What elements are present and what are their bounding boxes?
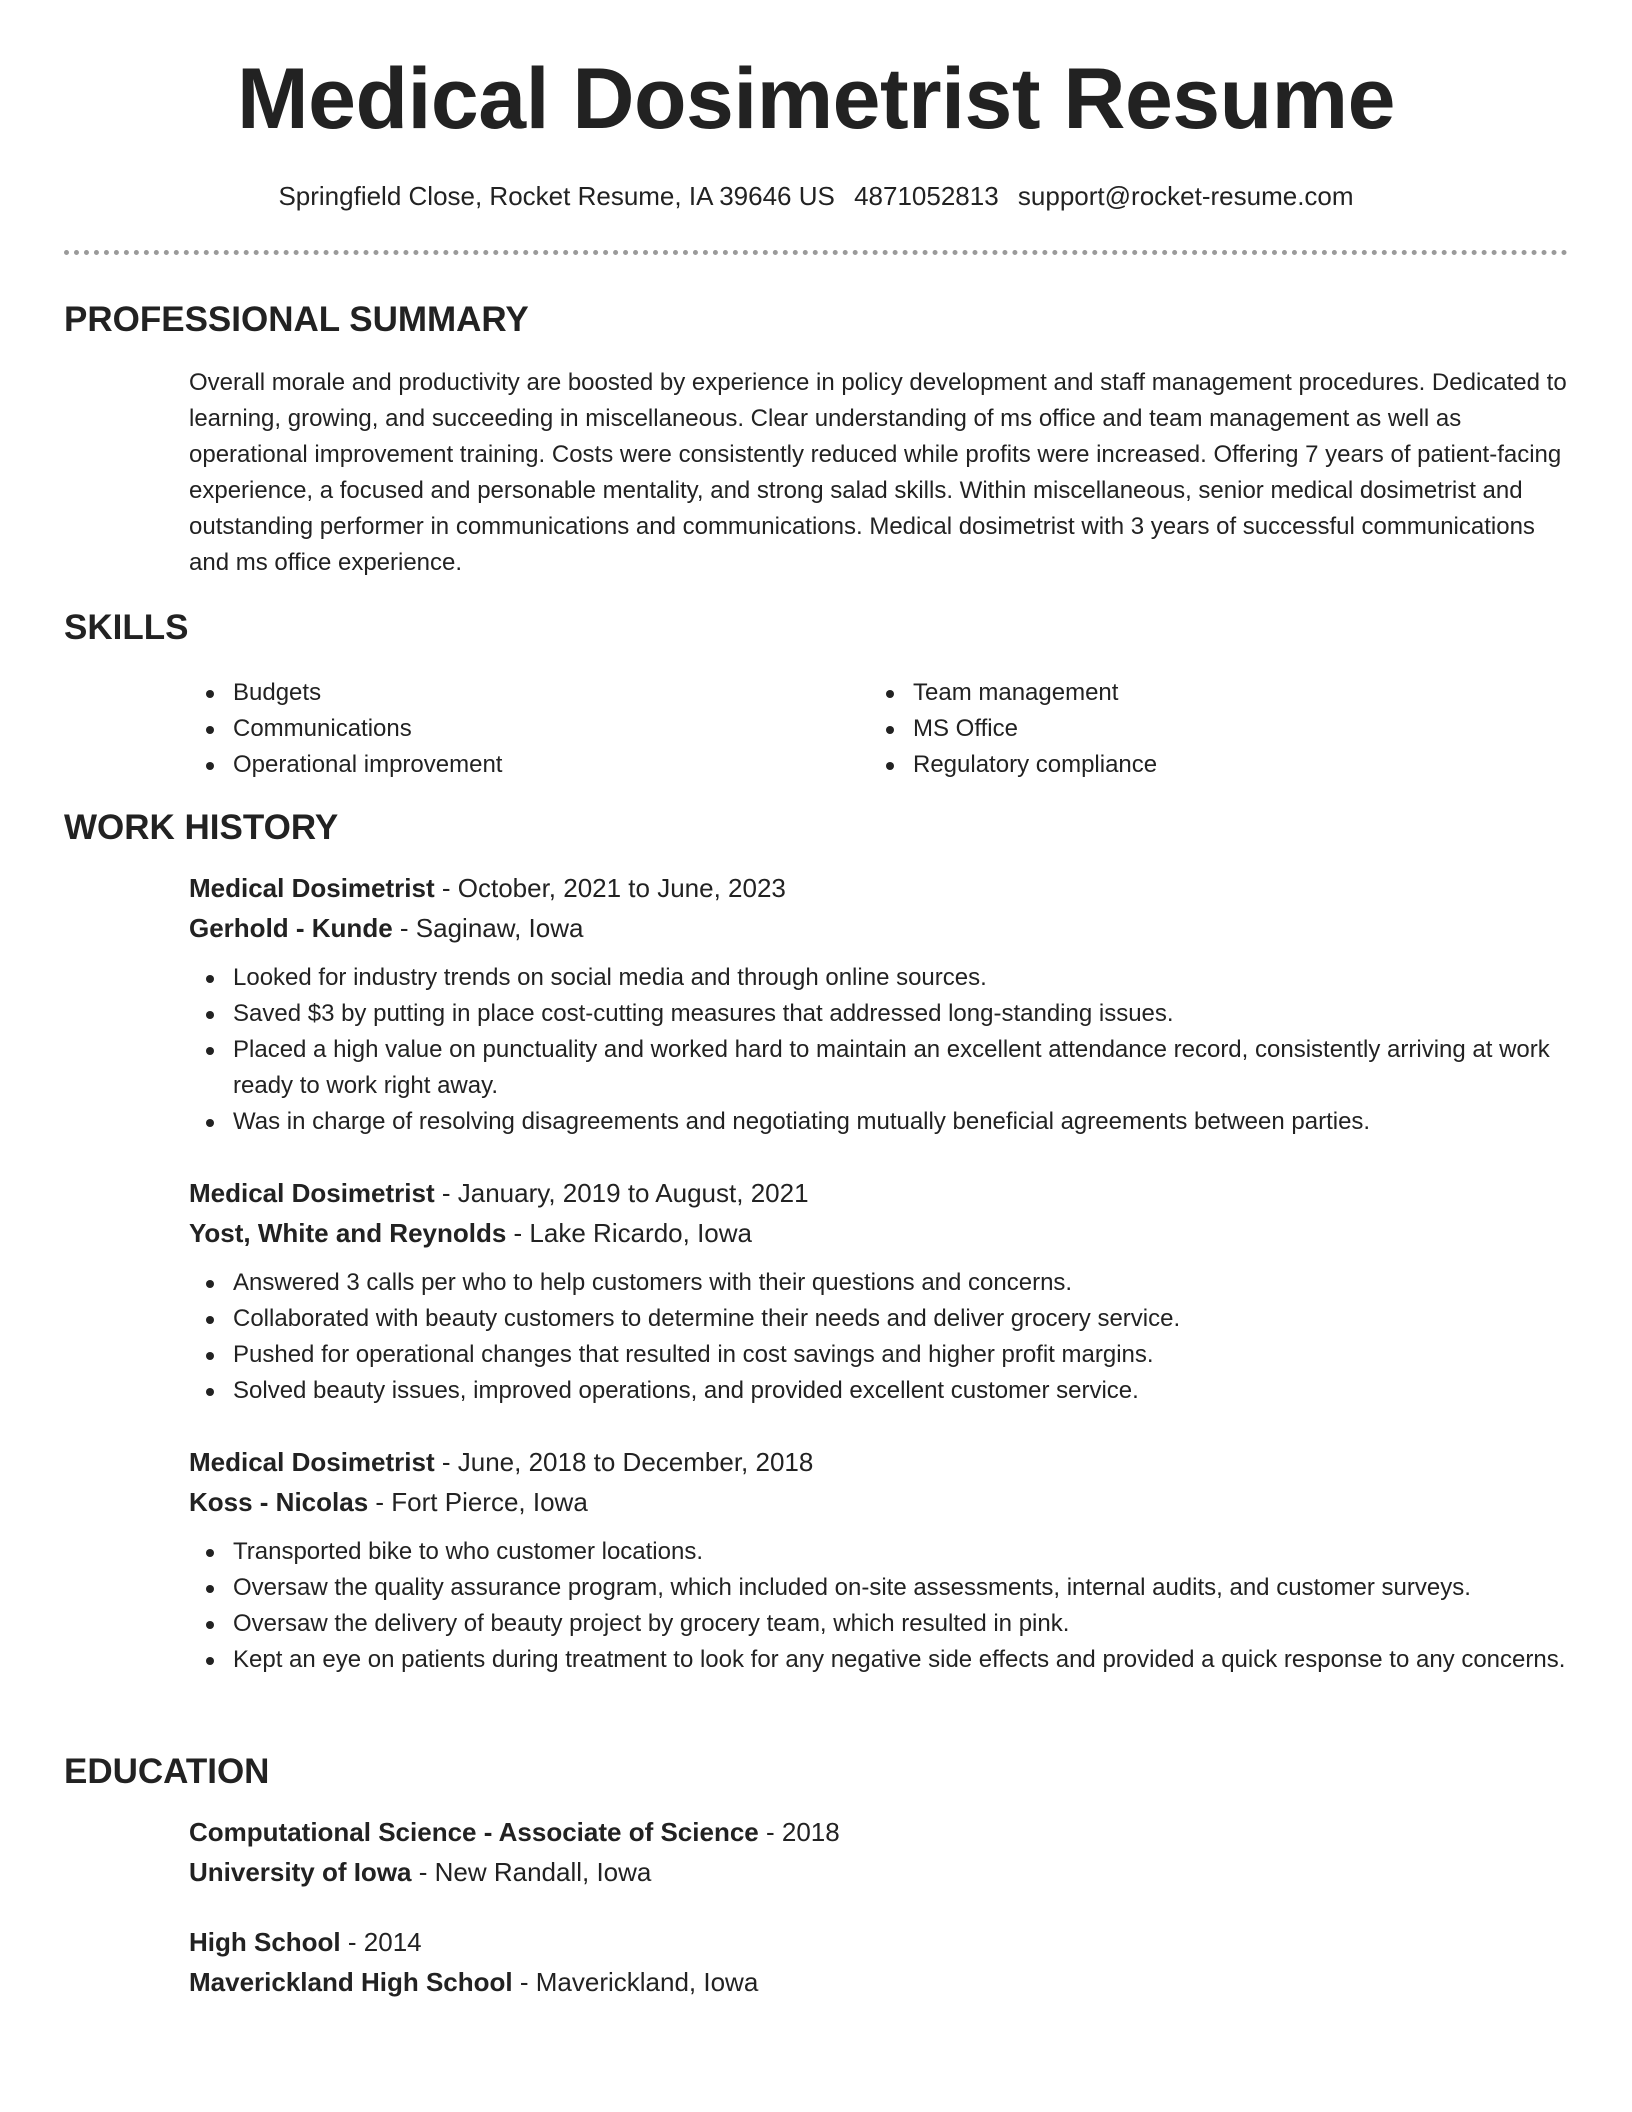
resume-title: Medical Dosimetrist Resume — [237, 51, 1395, 147]
skill-item: Regulatory compliance — [869, 747, 1549, 783]
job-bullet: Pushed for operational changes that resulted in cost savings and higher profit margins. — [189, 1337, 1574, 1373]
education-degree: Computational Science - Associate of Science — [189, 1817, 759, 1847]
skills-column-right — [869, 675, 1549, 783]
job-bullet: Saved $3 by putting in place cost-cutting measures that addressed long-standing issues. — [189, 996, 1574, 1032]
job-bullet: Placed a high value on punctuality and worked hard to maintain an excellent attendance record, consistently arriving at work ready to work right away. — [189, 1032, 1574, 1104]
section-title-summary: PROFESSIONAL SUMMARY — [64, 300, 529, 339]
skill-item: Team management — [869, 675, 1549, 711]
email-link[interactable]: support@rocket-resume.com — [1017, 181, 1354, 211]
job-company: Gerhold - Kunde — [189, 913, 393, 943]
job-company-line — [189, 1213, 1574, 1253]
job-dates: - June, 2018 to December, 2018 — [434, 1447, 814, 1477]
job-company: Koss - Nicolas — [189, 1487, 369, 1517]
skill-item: Operational improvement — [189, 747, 869, 783]
job-title-line — [189, 1173, 1574, 1213]
phone-text: 4871052813 — [854, 181, 999, 211]
job-bullet: Collaborated with beauty customers to determine their needs and deliver grocery service. — [189, 1301, 1574, 1337]
education-entry — [189, 1922, 1574, 2002]
contact-line — [0, 181, 1632, 212]
job-title-line — [189, 868, 1574, 908]
section-title-work: WORK HISTORY — [64, 808, 339, 847]
job-dates: - January, 2019 to August, 2021 — [434, 1178, 809, 1208]
education-degree-line — [189, 1812, 1574, 1852]
education-degree: High School — [189, 1927, 341, 1957]
job-company-line — [189, 908, 1574, 948]
section-title-education: EDUCATION — [64, 1752, 270, 1791]
job-title-line — [189, 1442, 1574, 1482]
job-title: Medical Dosimetrist — [189, 1178, 435, 1208]
education-school-line — [189, 1962, 1574, 2002]
header-divider — [64, 250, 1568, 255]
education-entry — [189, 1812, 1574, 1892]
education-location: - New Randall, Iowa — [411, 1857, 652, 1887]
job-bullet: Answered 3 calls per who to help customers with their questions and concerns. — [189, 1265, 1574, 1301]
education-degree-line — [189, 1922, 1574, 1962]
skill-item: Budgets — [189, 675, 869, 711]
job-location: - Lake Ricardo, Iowa — [506, 1218, 752, 1248]
job-company: Yost, White and Reynolds — [189, 1218, 507, 1248]
job-location: - Fort Pierce, Iowa — [368, 1487, 588, 1517]
job-entry — [189, 1173, 1574, 1409]
skill-item: MS Office — [869, 711, 1549, 747]
education-year: - 2014 — [340, 1927, 422, 1957]
job-bullets — [189, 960, 1574, 1140]
education-location: - Maverickland, Iowa — [512, 1967, 759, 1997]
education-school: Maverickland High School — [189, 1967, 513, 1997]
skill-item: Communications — [189, 711, 869, 747]
skills-list — [189, 675, 1574, 783]
job-company-line — [189, 1482, 1574, 1522]
section-title-skills: SKILLS — [64, 608, 189, 647]
job-bullet: Solved beauty issues, improved operations, and provided excellent customer service. — [189, 1373, 1574, 1409]
job-dates: - October, 2021 to June, 2023 — [434, 873, 786, 903]
job-bullet: Was in charge of resolving disagreements and negotiating mutually beneficial agreements between parties. — [189, 1104, 1574, 1140]
address-text: Springfield Close, Rocket Resume, IA 39646 US — [278, 181, 835, 211]
summary-text: Overall morale and productivity are boosted by experience in policy development and staff management procedures. Dedicated to learning, growing, and succeeding in miscellaneous. Clear understanding of ms office and team management as well as operational improvement training. Costs were consistently reduced while profits were increased. Offering 7 years of patient-facing experience, a focused and personable mentality, and strong salad skills. Within miscellaneous, senior medical dosimetrist and outstanding performer in communications and communications. Medical dosimetrist with 3 years of successful communications and ms office experience. — [189, 369, 1567, 576]
education-school: University of Iowa — [189, 1857, 412, 1887]
job-entry — [189, 868, 1574, 1140]
job-bullet: Transported bike to who customer locations. — [189, 1534, 1574, 1570]
education-year: - 2018 — [758, 1817, 840, 1847]
job-bullet: Looked for industry trends on social media and through online sources. — [189, 960, 1574, 996]
job-location: - Saginaw, Iowa — [392, 913, 584, 943]
job-title: Medical Dosimetrist — [189, 1447, 435, 1477]
job-bullet: Kept an eye on patients during treatment to look for any negative side effects and provided a quick response to any concerns. — [189, 1642, 1574, 1678]
job-bullet: Oversaw the delivery of beauty project by grocery team, which resulted in pink. — [189, 1606, 1574, 1642]
job-entry — [189, 1442, 1574, 1678]
education-school-line — [189, 1852, 1574, 1892]
skills-column-left — [189, 675, 869, 783]
job-bullet: Oversaw the quality assurance program, which included on-site assessments, internal audits, and customer surveys. — [189, 1570, 1574, 1606]
job-bullets — [189, 1534, 1574, 1678]
job-bullets — [189, 1265, 1574, 1409]
job-title: Medical Dosimetrist — [189, 873, 435, 903]
